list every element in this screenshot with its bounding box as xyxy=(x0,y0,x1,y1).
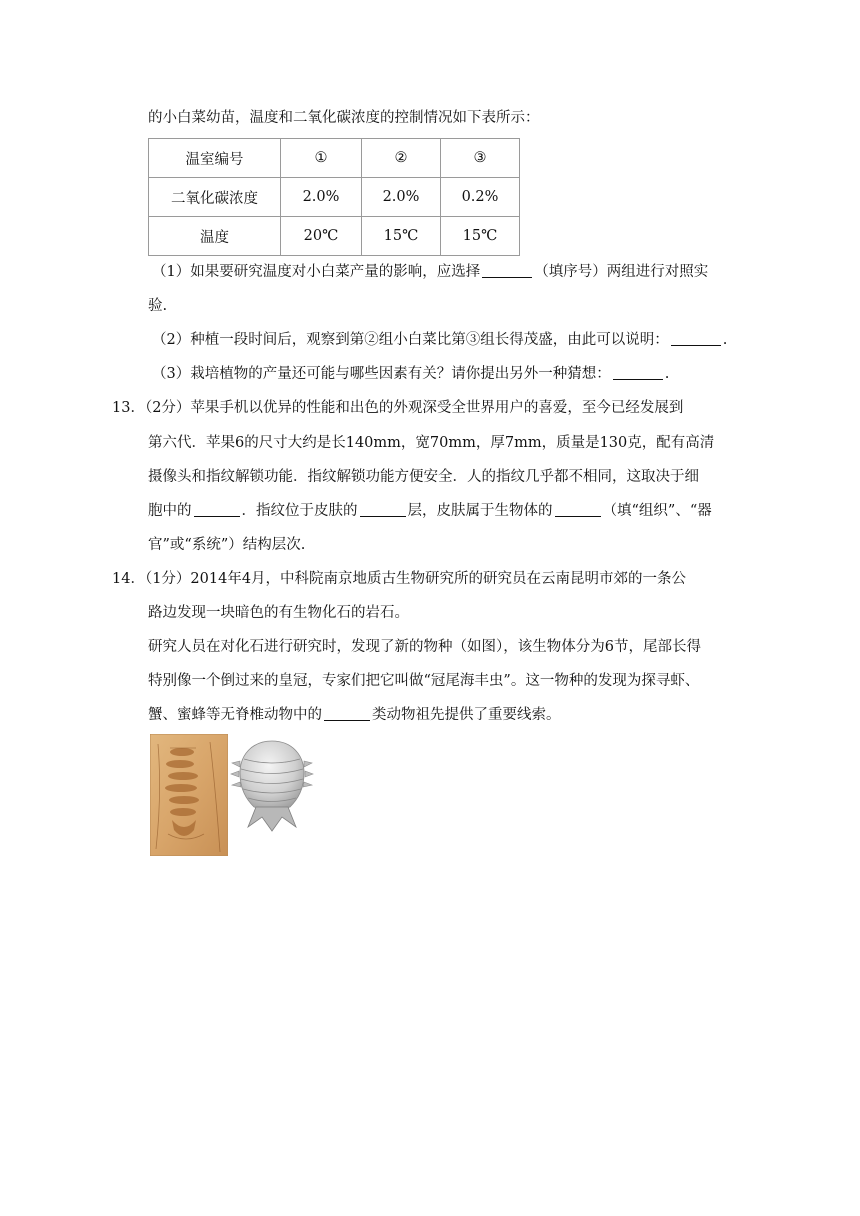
answer-blank[interactable] xyxy=(482,263,532,278)
answer-blank[interactable] xyxy=(613,365,663,380)
q14-line4: 特别像一个倒过来的皇冠，专家们把它叫做“冠尾海丰虫”。这一物种的发现为探寻虾、 xyxy=(148,673,700,689)
q13-line4-b: ．指纹位于皮肤的 xyxy=(241,503,358,519)
q14-line5-a: 蟹、蜜蜂等无脊椎动物中的 xyxy=(148,707,322,723)
table-cell: 2.0% xyxy=(362,178,441,217)
table-cell: 15℃ xyxy=(362,217,441,256)
greenhouse-table xyxy=(148,138,520,256)
q12-part1-cont: 验. xyxy=(148,298,168,314)
q12-part2-line xyxy=(152,330,727,350)
answer-blank[interactable] xyxy=(194,502,240,517)
q12-part2-end: . xyxy=(722,332,728,348)
q14-line2: 路边发现一块暗色的有生物化石的岩石。 xyxy=(148,605,409,621)
table-cell: 0.2% xyxy=(441,178,520,217)
q13-line4-a: 胞中的 xyxy=(148,503,192,519)
table-cell: 二氧化碳浓度 xyxy=(149,178,281,217)
table-cell: 温室编号 xyxy=(149,139,281,178)
q13-line4 xyxy=(148,501,712,521)
table-row xyxy=(149,139,520,178)
q13-line3: 摄像头和指纹解锁功能．指纹解锁功能方便安全．人的指纹几乎都不相同，这取决于细 xyxy=(148,469,699,485)
table-cell: ② xyxy=(362,139,441,178)
q12-part3-text: （3）栽培植物的产量还可能与哪些因素有关？请你提出另外一种猜想： xyxy=(152,366,611,382)
table-cell: ① xyxy=(281,139,362,178)
table-cell: 20℃ xyxy=(281,217,362,256)
intro-text: 的小白菜幼苗，温度和二氧化碳浓度的控制情况如下表所示： xyxy=(148,110,540,126)
table-cell: 15℃ xyxy=(441,217,520,256)
table-row xyxy=(149,178,520,217)
fossil-photo xyxy=(150,734,228,856)
answer-blank[interactable] xyxy=(555,502,601,517)
answer-blank[interactable] xyxy=(360,502,406,517)
q13-line2: 第六代．苹果6的尺寸大约是长140mm，宽70mm，厚7mm，质量是130克，配有高清 xyxy=(148,435,715,451)
q12-part2-text: （2）种植一段时间后，观察到第②组小白菜比第③组长得茂盛，由此可以说明： xyxy=(152,332,669,348)
q14-line3: 研究人员在对化石进行研究时，发现了新的物种（如图），该生物体分为6节，尾部长得 xyxy=(148,639,701,655)
q13-line4-c: 层，皮肤属于生物体的 xyxy=(407,503,553,519)
q12-part3-end: . xyxy=(664,366,670,382)
table-cell: ③ xyxy=(441,139,520,178)
answer-blank[interactable] xyxy=(671,331,721,346)
q14-line5-b: 类动物祖先提供了重要线索。 xyxy=(372,707,561,723)
q14-line1: 14．（1分）2014年4月，中科院南京地质古生物研究所的研究员在云南昆明市郊的一条公 xyxy=(112,571,687,587)
q13-line4-d: （填“组织”、“器 xyxy=(602,503,712,519)
q13-line5: 官”或“系统”）结构层次. xyxy=(148,537,306,553)
q14-line5 xyxy=(148,705,561,725)
q12-part1-text-end: （填序号）两组进行对照实 xyxy=(534,264,709,280)
table-cell: 温度 xyxy=(149,217,281,256)
q13-line1: 13．（2分）苹果手机以优异的性能和出色的外观深受全世界用户的喜爱，至今已经发展到 xyxy=(112,400,684,416)
table-row xyxy=(149,217,520,256)
answer-blank[interactable] xyxy=(324,706,370,721)
q12-part1-line xyxy=(152,262,708,282)
q12-part3-line xyxy=(152,364,669,384)
trilobite-like-reconstruction xyxy=(230,737,314,833)
table-cell: 2.0% xyxy=(281,178,362,217)
q12-part1-text: （1）如果要研究温度对小白菜产量的影响，应选择 xyxy=(152,264,481,280)
